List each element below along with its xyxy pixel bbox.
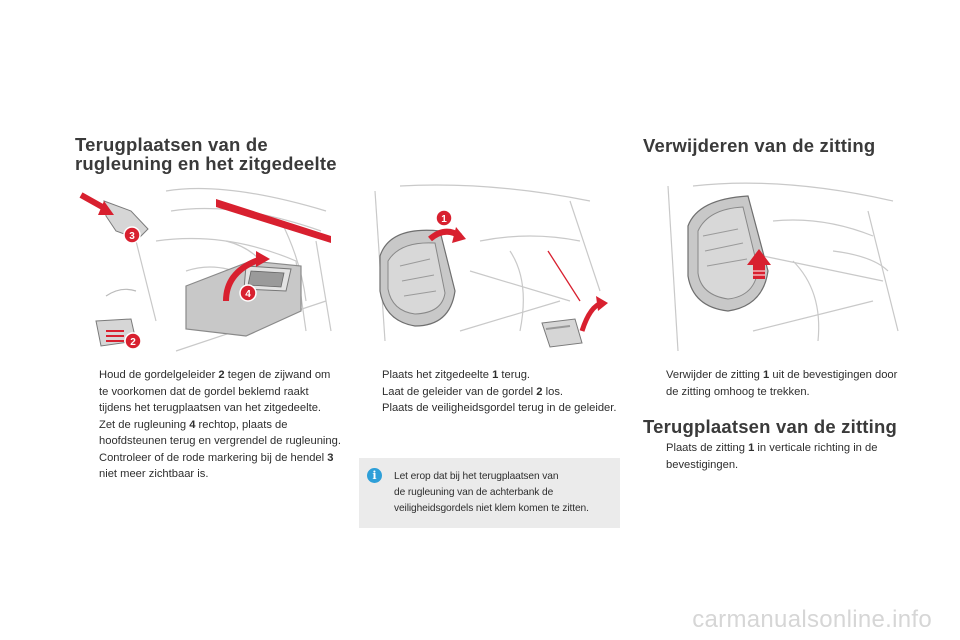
list-item: Controleer of de rode markering bij de hendel 3 niet meer zichtbaar is.: [99, 451, 334, 480]
list-item: Houd de gordelgeleider 2 tegen de zijwand om te voorkomen dat de gordel beklemd raakt tijdens het terugplaatsen van het zitgedeelte.: [99, 369, 331, 414]
info-note-text: Let erop dat bij het terugplaatsen van de rugleuning van de achterbank de veiligheidsgordels niet klem komen te zitten.: [394, 471, 589, 515]
list-item: Plaats het zitgedeelte 1 terug.: [382, 369, 531, 381]
info-icon: i: [367, 468, 382, 483]
illustration-verwijderen: [643, 181, 905, 357]
list-item: Plaats de zitting 1 in verticale richting in de bevestigingen.: [666, 442, 878, 471]
list-item: Verwijder de zitting 1 uit de bevestigingen door de zitting omhoog te trekken.: [666, 369, 898, 398]
left-bullet-list: [76, 367, 341, 483]
title-line-2: rugleuning en het zitgedeelte: [75, 153, 337, 174]
section-title-verwijderen: Verwijderen van de zitting: [643, 135, 876, 156]
section-title-rugleuning: [75, 135, 337, 173]
callout-4: 4: [245, 289, 251, 300]
callout-2: 2: [130, 337, 136, 348]
section-title-terugplaatsen-zitting: Terugplaatsen van de zitting: [643, 416, 898, 437]
middle-bullet-list: [359, 367, 619, 417]
illustration-rugleuning: [76, 181, 338, 357]
right-bullet-list-2: [643, 440, 908, 473]
info-note: [359, 458, 620, 528]
list-item: Plaats de veiligheidsgordel terug in de geleider.: [382, 402, 617, 414]
list-item: Zet de rugleuning 4 rechtop, plaats de hoofdsteunen terug en vergrendel de rugleuning.: [99, 418, 341, 447]
callout-3: 3: [129, 231, 135, 242]
callout-1: 1: [441, 214, 447, 225]
list-item: Laat de geleider van de gordel 2 los.: [382, 385, 564, 398]
right-bullet-list: [643, 367, 908, 400]
illustration-zitgedeelte: [360, 181, 622, 357]
title-line-1: Terugplaatsen van de: [75, 134, 268, 155]
watermark: carmanualsonline.info: [692, 606, 932, 633]
